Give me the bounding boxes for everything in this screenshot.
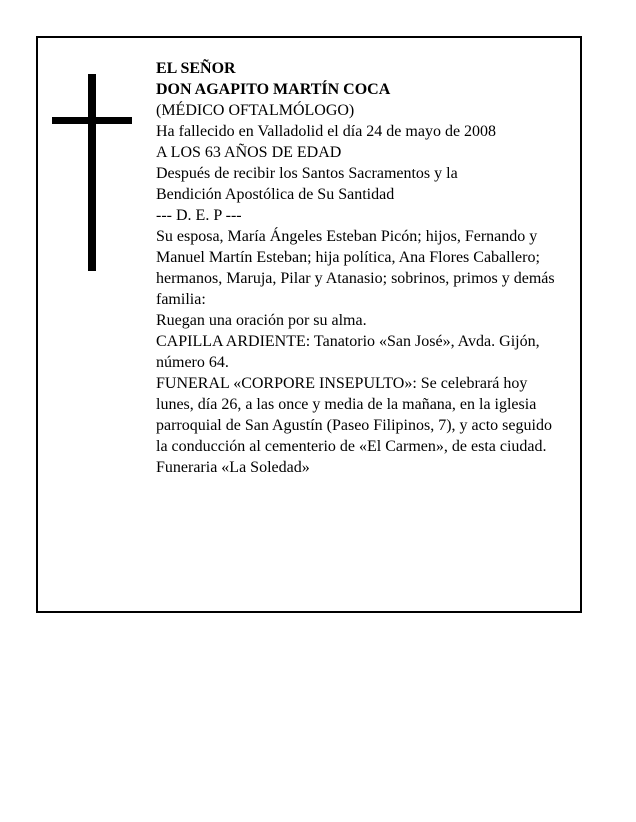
death-statement: Ha fallecido en Valladolid el día 24 de mayo de 2008: [156, 123, 497, 140]
chapel-paragraph: CAPILLA ARDIENTE: Tanatorio «San José», Avda. Gijón, número 64.: [156, 333, 540, 371]
age-statement: A LOS 63 AÑOS DE EDAD: [156, 144, 342, 161]
deceased-name: DON AGAPITO MARTÍN COCA: [156, 81, 391, 98]
funeral-home: Funeraria «La Soledad»: [156, 459, 310, 476]
funeral-paragraph: FUNERAL «CORPORE INSEPULTO»: Se celebrará hoy lunes, día 26, a las once y media de la mañana, en la iglesia parroquial de San Agustín (Paseo Filipinos, 7), y acto seguido la conducción al cementerio de «El Carmen», de esta ciudad.: [156, 375, 552, 455]
deceased-profession: (MÉDICO OFTALMÓLOGO): [156, 102, 355, 119]
cross-vertical-bar: [88, 74, 96, 271]
cross-icon: [52, 74, 132, 274]
family-paragraph: Su esposa, María Ángeles Esteban Picón; hijos, Fernando y Manuel Martín Esteban; hija política, Ana Flores Caballero; hermanos, Maruja, Pilar y Atanasio; sobrinos, primos y demás familia:: [156, 228, 555, 308]
notice-title: EL SEÑOR: [156, 60, 236, 77]
sacraments-line-1: Después de recibir los Santos Sacramentos y la: [156, 165, 458, 182]
rip-line: --- D. E. P ---: [156, 207, 242, 224]
sacraments-line-2: Bendición Apostólica de Su Santidad: [156, 186, 395, 203]
prayer-line: Ruegan una oración por su alma.: [156, 312, 367, 329]
notice-content: [156, 58, 576, 478]
cross-horizontal-bar: [52, 117, 132, 124]
obituary-notice: [36, 36, 582, 613]
